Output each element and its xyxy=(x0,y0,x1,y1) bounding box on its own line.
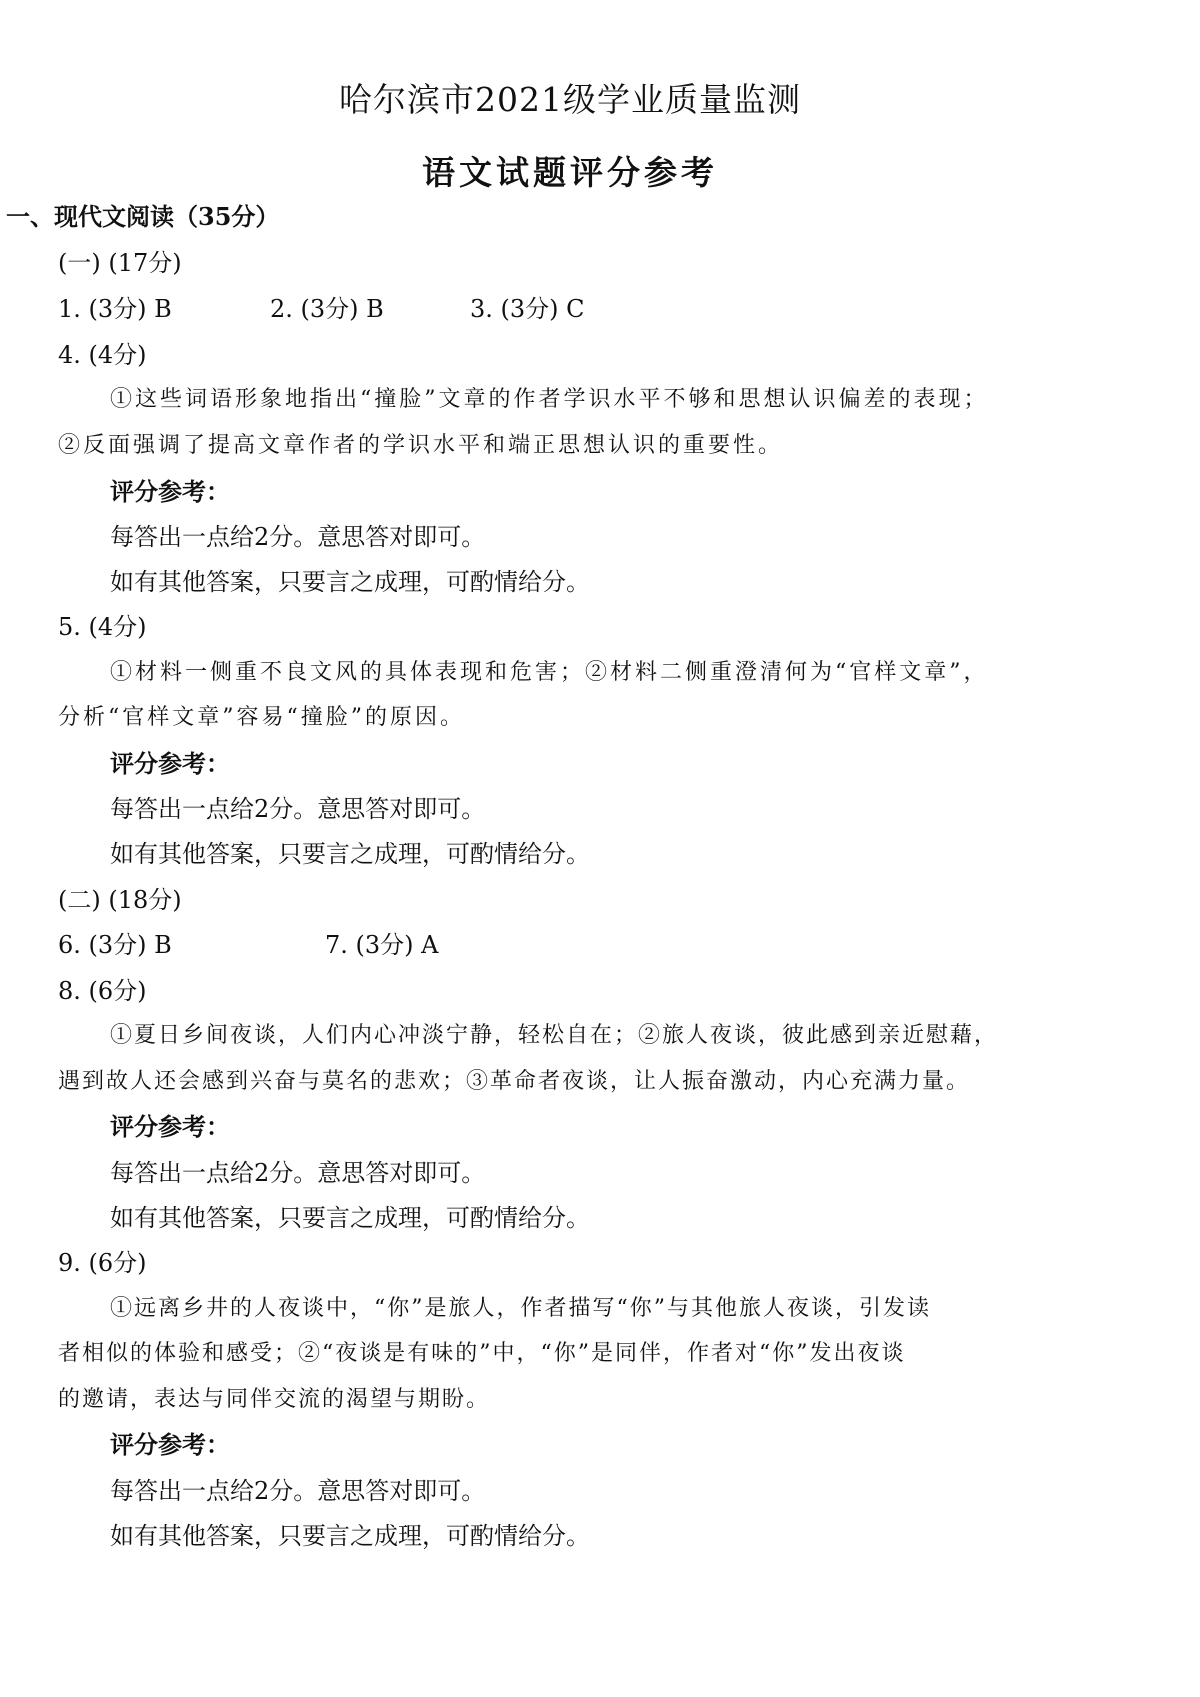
answer-text-4-line2: ②反面强调了提高文章作者的学识水平和端正思想认识的重要性。 xyxy=(58,433,784,458)
grading-title-5: 评分参考： xyxy=(110,749,230,778)
part-heading-2: (二) (18分) xyxy=(58,886,182,914)
question-header-5: 5. (4分) xyxy=(58,613,147,641)
answer-q1: 1. (3分) B xyxy=(58,295,172,323)
grading-line-5-1: 每答出一点给2分。意思答对即可。 xyxy=(110,795,486,823)
question-header-4: 4. (4分) xyxy=(58,341,147,369)
answer-text-4-line1: ①这些词语形象地指出“撞脸”文章的作者学识水平不够和思想认识偏差的表现； xyxy=(110,387,989,412)
grading-line-9-2: 如有其他答案，只要言之成理，可酌情给分。 xyxy=(110,1522,590,1550)
answer-q6: 6. (3分) B xyxy=(58,931,172,959)
question-header-8: 8. (6分) xyxy=(58,977,147,1005)
document-title: 哈尔滨市2021级学业质量监测 xyxy=(339,80,801,119)
grading-line-8-1: 每答出一点给2分。意思答对即可。 xyxy=(110,1159,486,1187)
grading-line-4-1: 每答出一点给2分。意思答对即可。 xyxy=(110,523,486,551)
grading-title-8: 评分参考： xyxy=(110,1112,230,1141)
answer-q2: 2. (3分) B xyxy=(270,295,384,323)
grading-line-5-2: 如有其他答案，只要言之成理，可酌情给分。 xyxy=(110,840,590,868)
question-header-9: 9. (6分) xyxy=(58,1249,147,1277)
grading-line-4-2: 如有其他答案，只要言之成理，可酌情给分。 xyxy=(110,568,590,596)
answer-text-9-line1: ①远离乡井的人夜谈中，“你”是旅人，作者描写“你”与其他旅人夜谈，引发读 xyxy=(110,1296,931,1321)
answer-q3: 3. (3分) C xyxy=(470,295,585,323)
grading-line-8-2: 如有其他答案，只要言之成理，可酌情给分。 xyxy=(110,1204,590,1232)
answer-text-5-line1: ①材料一侧重不良文风的具体表现和危害；②材料二侧重澄清何为“官样文章”， xyxy=(110,660,989,685)
part-heading: (一) (17分) xyxy=(58,249,182,277)
answer-text-9-line2: 者相似的体验和感受；②“夜谈是有味的”中，“你”是同伴，作者对“你”发出夜谈 xyxy=(58,1341,906,1366)
grading-title-4: 评分参考： xyxy=(110,477,230,506)
section-heading: 一、现代文阅读（35分） xyxy=(6,202,280,231)
grading-title-9: 评分参考： xyxy=(110,1430,230,1459)
answer-q7: 7. (3分) A xyxy=(325,931,439,959)
answer-text-8-line2: 遇到故人还会感到兴奋与莫名的悲欢；③革命者夜谈，让人振奋激动，内心充满力量。 xyxy=(58,1069,971,1094)
answer-text-9-line3: 的邀请，表达与同伴交流的渴望与期盼。 xyxy=(58,1387,491,1412)
answer-text-8-line1: ①夏日乡间夜谈，人们内心冲淡宁静，轻松自在；②旅人夜谈，彼此感到亲近慰藉， xyxy=(110,1023,999,1048)
document-subtitle: 语文试题评分参考 xyxy=(422,153,718,192)
grading-line-9-1: 每答出一点给2分。意思答对即可。 xyxy=(110,1477,486,1505)
answer-text-5-line2: 分析“官样文章”容易“撞脸”的原因。 xyxy=(58,705,465,730)
